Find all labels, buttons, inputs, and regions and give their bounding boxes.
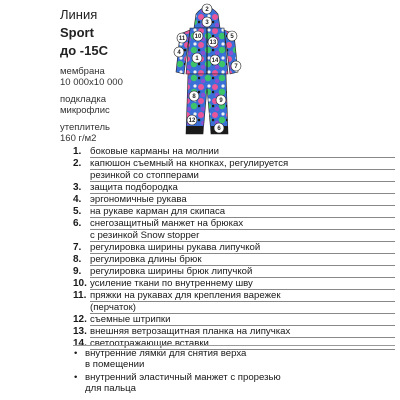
line-title (60, 6, 170, 60)
feature-number: 7. (73, 242, 82, 253)
svg-text:11: 11 (178, 36, 186, 42)
feature-list (73, 146, 395, 350)
svg-text:4: 4 (177, 50, 181, 56)
feature-text: регулировка ширины брюк липучкой (90, 266, 253, 277)
feature-item (73, 146, 395, 158)
feature-text: регулировка ширины рукава липучкой (90, 242, 261, 253)
svg-text:14: 14 (211, 58, 219, 64)
svg-text:6: 6 (217, 126, 221, 132)
svg-text:1: 1 (195, 56, 199, 62)
callout-14 (210, 55, 220, 65)
feature-number: 6. (73, 218, 82, 229)
feature-text: эргономичные рукава (90, 194, 187, 205)
bullet-icon: • (74, 372, 78, 383)
svg-text:12: 12 (188, 118, 196, 124)
title-line-3: до -15С (60, 43, 108, 58)
feature-item (73, 182, 395, 194)
note-text: внутренний эластичный манжет с прорезью (85, 372, 281, 383)
callout-10 (193, 31, 203, 41)
svg-text:13: 13 (209, 40, 217, 46)
feature-number: 13. (73, 326, 87, 337)
spec-value: 160 г/м2 (60, 133, 97, 144)
title-line-2: Sport (60, 25, 94, 40)
feature-number: 5. (73, 206, 82, 217)
callout-8 (189, 91, 199, 101)
feature-text: резинкой со стопперами (90, 170, 199, 181)
feature-text: (перчаток) (90, 302, 136, 313)
feature-text: внешняя ветрозащитная планка на липучках (90, 326, 291, 337)
feature-text: усиление ткани по внутреннему шву (90, 278, 253, 289)
feature-item (73, 158, 395, 182)
feature-item (73, 266, 395, 278)
spec-lining (60, 94, 170, 116)
callout-6 (214, 123, 224, 133)
spec-value: 10 000х10 000 (60, 77, 123, 88)
feature-text: съемные штрипки (90, 314, 171, 325)
feature-text: капюшон съемный на кнопках, регулируется (90, 158, 289, 169)
callout-1 (192, 53, 202, 63)
feature-item (73, 278, 395, 290)
feature-number: 9. (73, 266, 82, 277)
svg-text:3: 3 (205, 20, 209, 26)
spec-label: утеплитель (60, 122, 110, 133)
spec-membrane (60, 66, 170, 88)
feature-item (73, 290, 395, 314)
svg-text:8: 8 (192, 94, 196, 100)
feature-number: 12. (73, 314, 87, 325)
feature-item (73, 206, 395, 218)
feature-number: 2. (73, 158, 82, 169)
product-header (60, 6, 170, 144)
feature-text: с резинкой Snow stopper (90, 230, 200, 241)
svg-text:5: 5 (230, 34, 234, 40)
svg-text:9: 9 (219, 98, 223, 104)
svg-text:2: 2 (205, 7, 209, 13)
notes-list (73, 348, 395, 396)
feature-number: 11. (73, 290, 87, 301)
feature-number: 3. (73, 182, 82, 193)
spec-label: мембрана (60, 66, 105, 77)
feature-number: 4. (73, 194, 82, 205)
feature-text: регулировка длины брюк (90, 254, 202, 265)
note-text: внутренние лямки для снятия верха (85, 348, 247, 359)
title-line-1: Линия (60, 7, 98, 22)
snowsuit-illustration (170, 0, 245, 150)
svg-text:10: 10 (194, 34, 202, 40)
feature-item (73, 194, 395, 206)
callout-13 (208, 37, 218, 47)
feature-number: 8. (73, 254, 82, 265)
callout-3 (202, 17, 212, 27)
callout-5 (227, 31, 237, 41)
feature-text: боковые карманы на молнии (90, 146, 219, 157)
spec-value: микрофлис (60, 105, 110, 116)
feature-number: 14. (73, 338, 87, 349)
note-text: в помещении (85, 359, 145, 370)
callout-12 (187, 115, 197, 125)
feature-text: защита подбородка (90, 182, 178, 193)
feature-item (73, 326, 395, 338)
feature-text: на рукаве карман для скипаса (90, 206, 226, 217)
spec-label: подкладка (60, 94, 107, 105)
divider (73, 345, 395, 346)
note-text: для пальца (85, 383, 137, 394)
note-item (73, 372, 395, 394)
callout-2 (202, 4, 212, 14)
feature-item (73, 242, 395, 254)
feature-text: снегозащитный манжет на брюках (90, 218, 244, 229)
feature-item (73, 218, 395, 242)
feature-item (73, 314, 395, 326)
feature-item (73, 254, 395, 266)
callout-7 (231, 61, 241, 71)
callout-11 (177, 33, 187, 43)
feature-number: 10. (73, 278, 87, 289)
note-item (73, 348, 395, 370)
spec-insulation (60, 122, 170, 144)
feature-number: 1. (73, 146, 82, 157)
svg-text:7: 7 (234, 64, 238, 70)
feature-text: пряжки на рукавах для крепления варежек (90, 290, 281, 301)
bullet-icon: • (74, 348, 78, 359)
callout-9 (216, 95, 226, 105)
feature-text: светоотражающие вставки (90, 338, 209, 349)
callout-4 (174, 47, 184, 57)
